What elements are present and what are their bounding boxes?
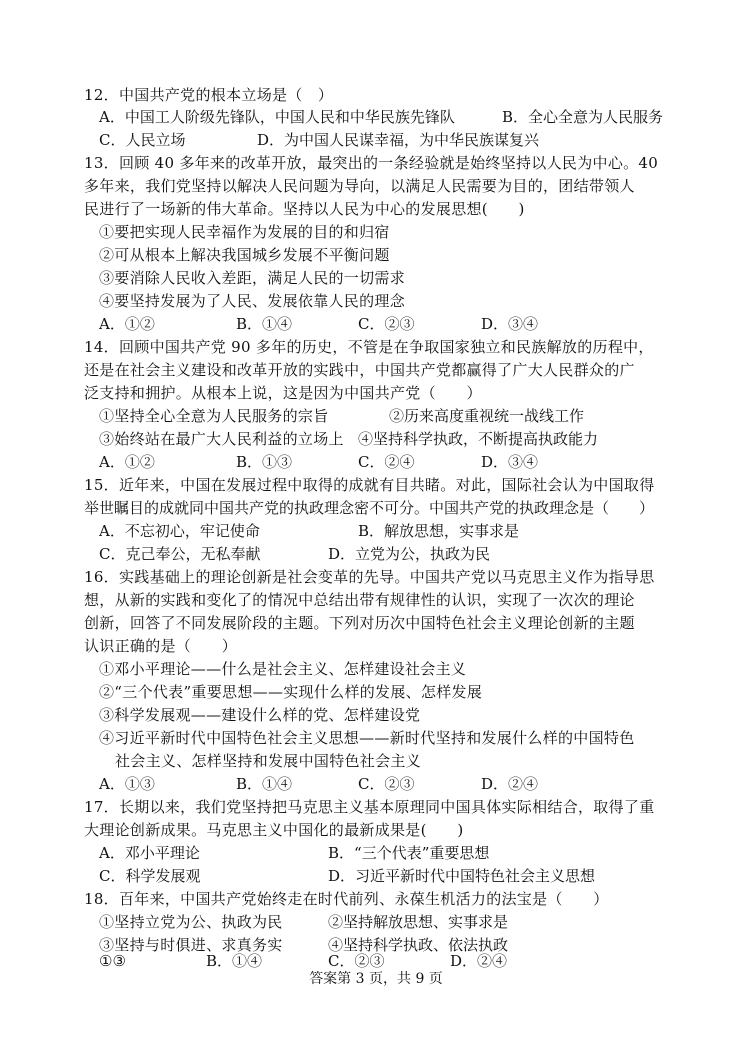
question-13-option-b: B．①④ (236, 315, 293, 333)
question-18-item-3: ③坚持与时俱进、求真务实 (99, 936, 283, 954)
question-16-stem-line-4: 认识正确的是（ ） (84, 637, 238, 655)
question-18-option-a: ①③ (99, 952, 126, 970)
question-13-stem-line-2: 多年来，我们党坚持以解决人民问题为导向，以满足人民需要为目的，团结带领人 (84, 177, 635, 195)
question-13-stem-line-3: 民进行了一场新的伟大革命。坚持以人民为中心的发展思想( ) (84, 200, 525, 218)
question-14-option-a: A．①② (99, 453, 155, 471)
question-13-item-4: ④要坚持发展为了人民、发展依靠人民的理念 (99, 292, 406, 310)
question-16-item-2: ②“三个代表”重要思想——实现什么样的发展、怎样发展 (99, 683, 483, 701)
page-footer: 答案第 3 页，共 9 页 (309, 971, 443, 987)
question-16-option-d: D．②④ (481, 775, 539, 793)
question-14-stem-line-1: 14．回顾中国共产党 90 多年的历史，不管是在争取国家独立和民族解放的历程中， (84, 338, 654, 356)
question-14-item-3: ③始终站在最广大人民利益的立场上 (99, 430, 344, 448)
question-17-stem-line-1: 17．长期以来，我们党坚持把马克思主义基本原理同中国具体实际相结合，取得了重 (84, 798, 655, 816)
question-13-option-d: D．③④ (481, 315, 539, 333)
question-13-option-c: C．②③ (358, 315, 415, 333)
question-18-stem: 18．百年来，中国共产党始终走在时代前列、永葆生机活力的法宝是（ ） (84, 890, 609, 908)
question-15-stem-line-1: 15．近年来，中国在发展过程中取得的成就有目共睹。对此，国际社会认为中国取得 (84, 476, 655, 494)
question-13-item-1: ①要把实现人民幸福作为发展的目的和归宿 (99, 223, 390, 241)
question-17-option-d: D．习近平新时代中国特色社会主义思想 (328, 867, 596, 885)
question-12-stem: 12．中国共产党的根本立场是（ ） (84, 86, 334, 104)
question-16-option-b: B．①④ (236, 775, 293, 793)
question-16-option-a: A．①③ (99, 775, 155, 793)
question-18-option-d: D．②④ (450, 952, 508, 970)
question-18-item-1: ①坚持立党为公、执政为民 (99, 913, 283, 931)
question-16-option-c: C．②③ (358, 775, 415, 793)
question-12-option-d: D．为中国人民谋幸福，为中华民族谋复兴 (257, 131, 540, 149)
question-18-option-b: B．①④ (206, 952, 263, 970)
question-17-stem-line-2: 大理论创新成果。马克思主义中国化的最新成果是( ) (84, 821, 464, 839)
question-15-stem-line-2: 举世瞩目的成就同中国共产党的执政理念密不可分。中国共产党的执政理念是（ ） (84, 499, 655, 517)
question-16-item-3: ③科学发展观——建设什么样的党、怎样建设党 (99, 706, 421, 724)
question-14-option-b: B．①③ (236, 453, 293, 471)
question-17-option-c: C．科学发展观 (99, 867, 201, 885)
question-15-option-d: D．立党为公，执政为民 (328, 545, 491, 563)
question-16-stem-line-2: 想，从新的实践和变化了的情况中总结出带有规律性的认识，实现了一次次的理论 (84, 591, 635, 609)
question-18-item-2: ②坚持解放思想、实事求是 (328, 913, 509, 931)
question-14-option-c: C．②④ (358, 453, 415, 471)
question-15-option-c: C．克己奉公，无私奉献 (99, 545, 261, 563)
question-14-item-2: ②历来高度重视统一战线工作 (389, 407, 585, 425)
question-14-item-4: ④坚持科学执政，不断提高执政能力 (358, 430, 599, 448)
question-18-item-4: ④坚持科学执政、依法执政 (328, 936, 509, 954)
question-16-item-4: ④习近平新时代中国特色社会主义思想——新时代坚持和发展什么样的中国特色 (99, 729, 635, 747)
question-16-stem-line-3: 创新，回答了不同发展阶段的主题。下列对历次中国特色社会主义理论创新的主题 (84, 614, 635, 632)
question-13-item-3: ③要消除人民收入差距，满足人民的一切需求 (99, 269, 406, 287)
question-12-option-b: B．全心全意为人民服务 (502, 108, 664, 126)
question-13-stem-line-1: 13．回顾 40 多年来的改革开放，最突出的一条经验就是始终坚持以人民为中心。40 (84, 154, 659, 172)
question-17-option-b: B．“三个代表”重要思想 (328, 844, 490, 862)
question-16-stem-line-1: 16．实践基础上的理论创新是社会变革的先导。中国共产党以马克思主义作为指导思 (84, 568, 655, 586)
question-17-option-a: A．邓小平理论 (99, 844, 200, 862)
question-12-option-c: C．人民立场 (99, 131, 186, 149)
question-16-item-4-continued: 社会主义、怎样坚持和发展中国特色社会主义 (115, 752, 422, 770)
question-13-option-a: A．①② (99, 315, 155, 333)
question-14-stem-line-3: 泛支持和拥护。从根本上说，这是因为中国共产党（ ） (84, 384, 482, 402)
question-12-option-a: A．中国工人阶级先锋队，中国人民和中华民族先锋队 (99, 108, 455, 126)
question-14-option-d: D．③④ (481, 453, 539, 471)
question-14-item-1: ①坚持全心全意为人民服务的宗旨 (99, 407, 329, 425)
question-14-stem-line-2: 还是在社会主义建设和改革开放的实践中，中国共产党都赢得了广大人民群众的广 (84, 361, 635, 379)
question-18-option-c: C．②③ (328, 952, 385, 970)
question-16-item-1: ①邓小平理论——什么是社会主义、怎样建设社会主义 (99, 660, 467, 678)
question-13-item-2: ②可从根本上解决我国城乡发展不平衡问题 (99, 246, 390, 264)
question-15-option-a: A．不忘初心，牢记使命 (99, 522, 260, 540)
question-15-option-b: B．解放思想，实事求是 (358, 522, 520, 540)
